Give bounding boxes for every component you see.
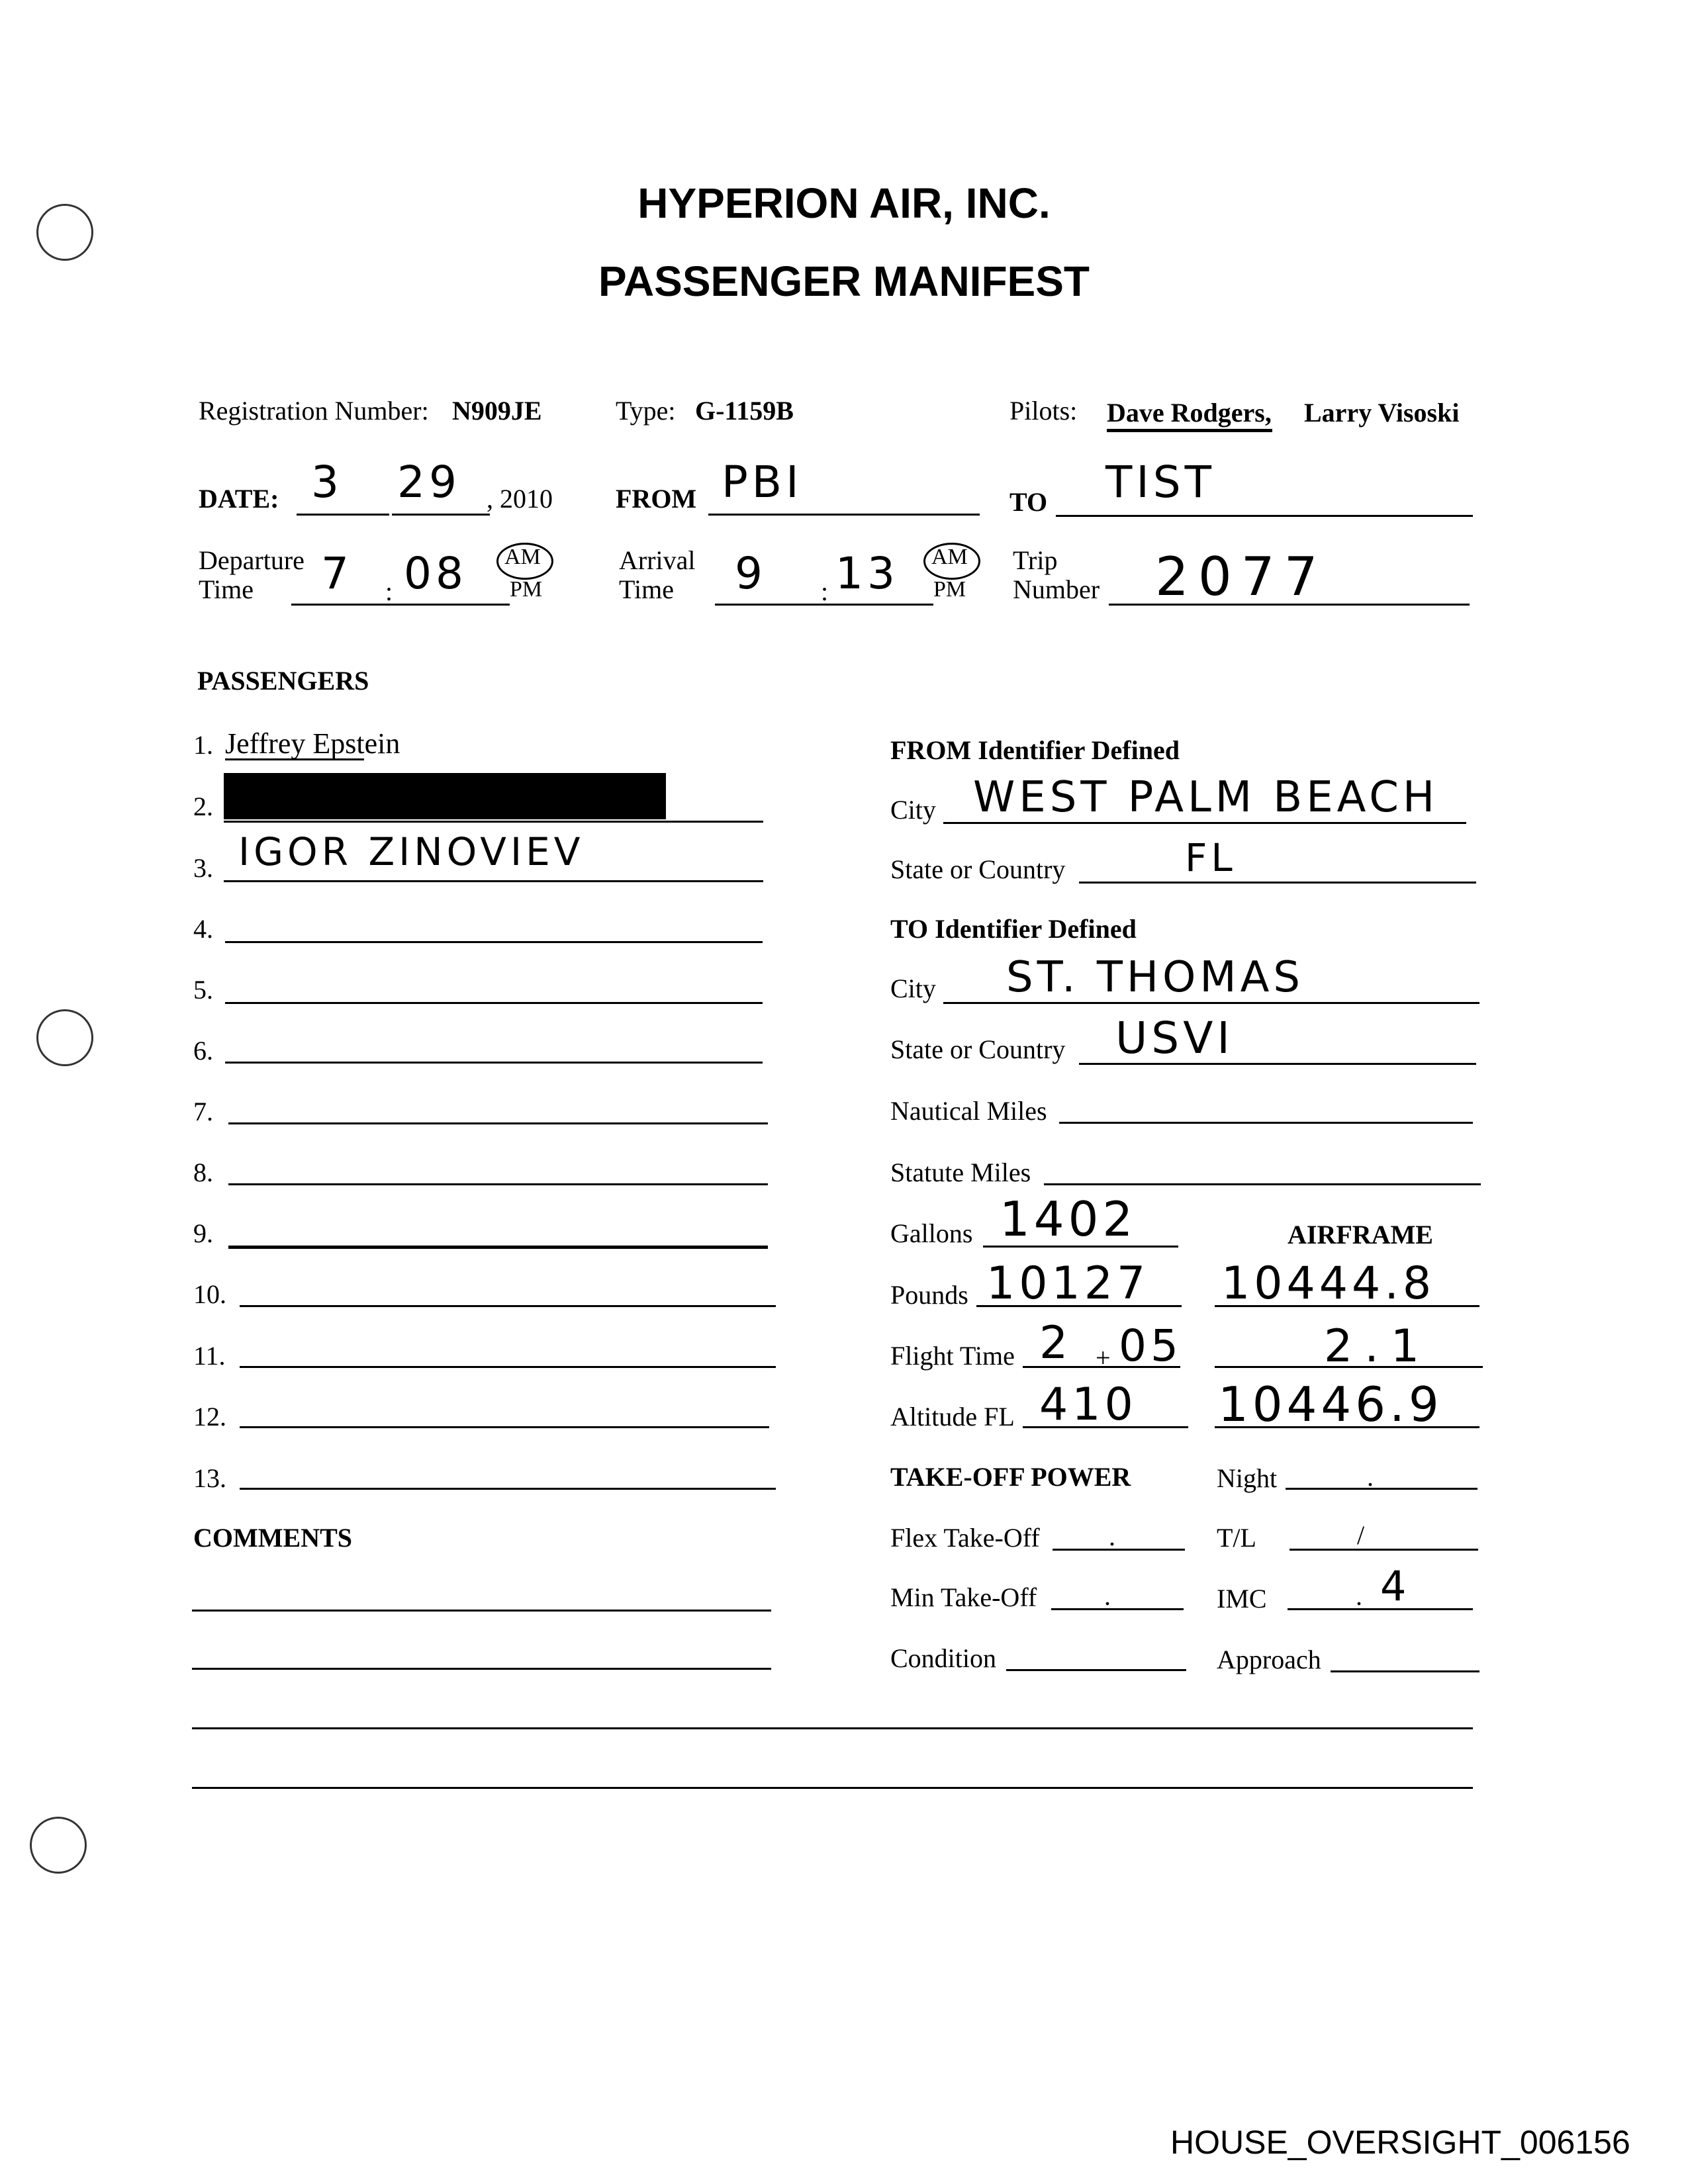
airframe-value-1: 10444.8	[1221, 1257, 1436, 1310]
to-identifier-heading: TO Identifier Defined	[890, 914, 1137, 944]
passenger-number: 1.	[193, 730, 213, 760]
binder-hole-middle	[36, 1009, 93, 1066]
statute-miles-label: Statute Miles	[890, 1158, 1031, 1187]
arrival-am: AM	[931, 545, 968, 569]
altitude-line	[1023, 1426, 1188, 1428]
imc-dot: .	[1356, 1581, 1362, 1611]
min-takeoff-label: Min Take-Off	[890, 1582, 1037, 1612]
imc-label: IMC	[1217, 1584, 1267, 1614]
binder-hole-bottom	[30, 1817, 87, 1874]
type-label: Type:	[616, 396, 676, 426]
takeoff-power-heading: TAKE-OFF POWER	[890, 1462, 1131, 1492]
to-line	[1056, 515, 1473, 517]
passenger-number: 6.	[193, 1036, 213, 1066]
date-day-line	[392, 514, 490, 516]
date-year: , 2010	[487, 484, 553, 514]
arrival-line	[715, 604, 933, 606]
passenger-line	[225, 941, 763, 943]
arrival-min: 13	[835, 548, 899, 599]
airframe-line-3	[1215, 1426, 1479, 1428]
arrival-pm: PM	[933, 577, 966, 602]
passenger-line	[240, 1305, 776, 1307]
passenger-number: 10.	[193, 1279, 226, 1309]
passenger-number: 9.	[193, 1218, 213, 1248]
from-state-label: State or Country	[890, 854, 1066, 884]
night-dot: .	[1367, 1462, 1374, 1492]
approach-line	[1331, 1670, 1479, 1672]
type-value: G-1159B	[695, 396, 794, 426]
date-label: DATE:	[199, 484, 279, 514]
passenger-line	[225, 1062, 763, 1064]
flex-takeoff-label: Flex Take-Off	[890, 1523, 1040, 1553]
passenger-line	[240, 1426, 769, 1428]
from-city-line	[943, 822, 1466, 824]
from-city-label: City	[890, 795, 936, 825]
flight-time-line	[1023, 1366, 1180, 1368]
from-line	[708, 514, 980, 516]
date-month-line	[297, 514, 389, 516]
to-city-label: City	[890, 974, 936, 1003]
trip-label	[1013, 546, 1100, 604]
departure-label-line-2: Time	[199, 574, 254, 604]
departure-am: AM	[504, 545, 541, 569]
pilot-1: Dave Rodgers,	[1107, 398, 1272, 428]
arrival-label-line-2: Time	[619, 574, 675, 604]
passenger-name-underline	[225, 758, 364, 760]
passengers-heading: PASSENGERS	[197, 666, 369, 696]
arrival-colon: :	[821, 576, 829, 606]
altitude-value: 410	[1039, 1379, 1137, 1431]
passenger-number: 7.	[193, 1097, 213, 1126]
pilots-label: Pilots:	[1009, 396, 1078, 426]
comments-label: COMMENTS	[193, 1523, 352, 1553]
departure-min: 08	[404, 548, 467, 599]
passenger-number: 2.	[193, 792, 213, 821]
passenger-number: 11.	[193, 1341, 226, 1371]
tl-slash: /	[1357, 1520, 1365, 1550]
comments-line	[192, 1727, 1473, 1729]
trip-label-line-1: Trip	[1013, 545, 1058, 575]
to-value: TIST	[1105, 457, 1215, 508]
pounds-value: 10127	[986, 1257, 1150, 1310]
departure-label	[199, 546, 305, 604]
document-id: HOUSE_OVERSIGHT_006156	[1170, 2124, 1630, 2161]
to-state-label: State or Country	[890, 1034, 1066, 1064]
comments-line	[192, 1787, 1473, 1789]
departure-hour: 7	[321, 548, 353, 599]
comments-line	[192, 1668, 771, 1670]
night-label: Night	[1217, 1463, 1278, 1493]
from-value: PBI	[722, 457, 803, 508]
pounds-label: Pounds	[890, 1280, 968, 1310]
nautical-miles-label: Nautical Miles	[890, 1096, 1047, 1126]
flight-time-label: Flight Time	[890, 1341, 1015, 1371]
passenger-line	[225, 1002, 763, 1004]
passenger-number: 12.	[193, 1402, 226, 1432]
passenger-name: IGOR ZINOVIEV	[238, 829, 585, 874]
gallons-value: 1402	[1000, 1191, 1137, 1247]
from-state-value: FL	[1185, 835, 1237, 880]
flight-time-hours: 2	[1039, 1317, 1072, 1369]
flex-takeoff-dot: .	[1109, 1522, 1115, 1551]
passenger-line	[240, 1366, 776, 1368]
to-label: TO	[1009, 487, 1048, 517]
departure-colon: :	[385, 576, 393, 606]
from-label: FROM	[616, 484, 697, 514]
passenger-line	[228, 1183, 768, 1185]
min-takeoff-dot: .	[1104, 1581, 1111, 1611]
departure-line	[291, 604, 510, 606]
registration-label: Registration Number:	[199, 396, 429, 426]
tl-line	[1289, 1549, 1478, 1551]
pounds-line	[976, 1305, 1182, 1307]
to-state-value: USVI	[1115, 1013, 1234, 1064]
passenger-number: 13.	[193, 1463, 226, 1493]
trip-line	[1109, 604, 1470, 606]
passenger-line	[240, 1488, 776, 1490]
trip-value: 2077	[1155, 546, 1327, 608]
condition-label: Condition	[890, 1643, 997, 1673]
pilot-2: Larry Visoski	[1304, 398, 1460, 428]
date-day: 29	[397, 457, 461, 508]
redaction-box	[224, 773, 666, 819]
passenger-number: 3.	[193, 853, 213, 883]
trip-label-line-2: Number	[1013, 574, 1100, 604]
to-city-line	[943, 1002, 1479, 1004]
gallons-line	[983, 1246, 1178, 1248]
to-state-line	[1079, 1063, 1476, 1065]
passenger-line	[228, 1122, 768, 1124]
form-title: PASSENGER MANIFEST	[598, 257, 1090, 305]
airframe-value-2: 2.1	[1324, 1320, 1432, 1373]
passenger-number: 4.	[193, 914, 213, 944]
arrival-label	[619, 546, 696, 604]
comments-line	[192, 1610, 771, 1612]
departure-label-line-1: Departure	[199, 545, 305, 575]
altitude-label: Altitude FL	[890, 1402, 1015, 1432]
to-city-value: ST. THOMAS	[1006, 953, 1305, 1002]
from-state-line	[1079, 882, 1476, 884]
min-takeoff-line	[1051, 1608, 1184, 1610]
date-month: 3	[311, 457, 343, 508]
pilot-underline	[1107, 429, 1272, 432]
passenger-number: 8.	[193, 1158, 213, 1187]
flight-time-plus: +	[1096, 1343, 1111, 1373]
from-city-value: WEST PALM BEACH	[973, 773, 1439, 822]
night-line	[1286, 1488, 1477, 1490]
passenger-line	[224, 880, 763, 882]
registration-value: N909JE	[452, 396, 542, 426]
airframe-heading: AIRFRAME	[1288, 1220, 1433, 1250]
passenger-line	[228, 1246, 768, 1249]
from-identifier-heading: FROM Identifier Defined	[890, 735, 1180, 765]
condition-line	[1006, 1669, 1186, 1671]
passenger-line	[224, 821, 763, 823]
approach-label: Approach	[1217, 1645, 1321, 1674]
arrival-hour: 9	[735, 548, 767, 599]
company-name: HYPERION AIR, INC.	[637, 179, 1051, 227]
airframe-line-2	[1215, 1366, 1483, 1368]
statute-miles-line	[1044, 1183, 1481, 1185]
passenger-number: 5.	[193, 975, 213, 1005]
departure-pm: PM	[510, 577, 543, 602]
airframe-value-3: 10446.9	[1218, 1377, 1443, 1432]
arrival-label-line-1: Arrival	[619, 545, 696, 575]
imc-value: 4	[1380, 1562, 1411, 1610]
airframe-line-1	[1215, 1305, 1479, 1307]
flight-time-minutes: 05	[1119, 1320, 1182, 1371]
passenger-name: Jeffrey Epstein	[225, 727, 400, 760]
flex-takeoff-line	[1053, 1549, 1185, 1551]
gallons-label: Gallons	[890, 1218, 973, 1248]
nautical-miles-line	[1059, 1122, 1473, 1124]
tl-label: T/L	[1217, 1523, 1256, 1553]
